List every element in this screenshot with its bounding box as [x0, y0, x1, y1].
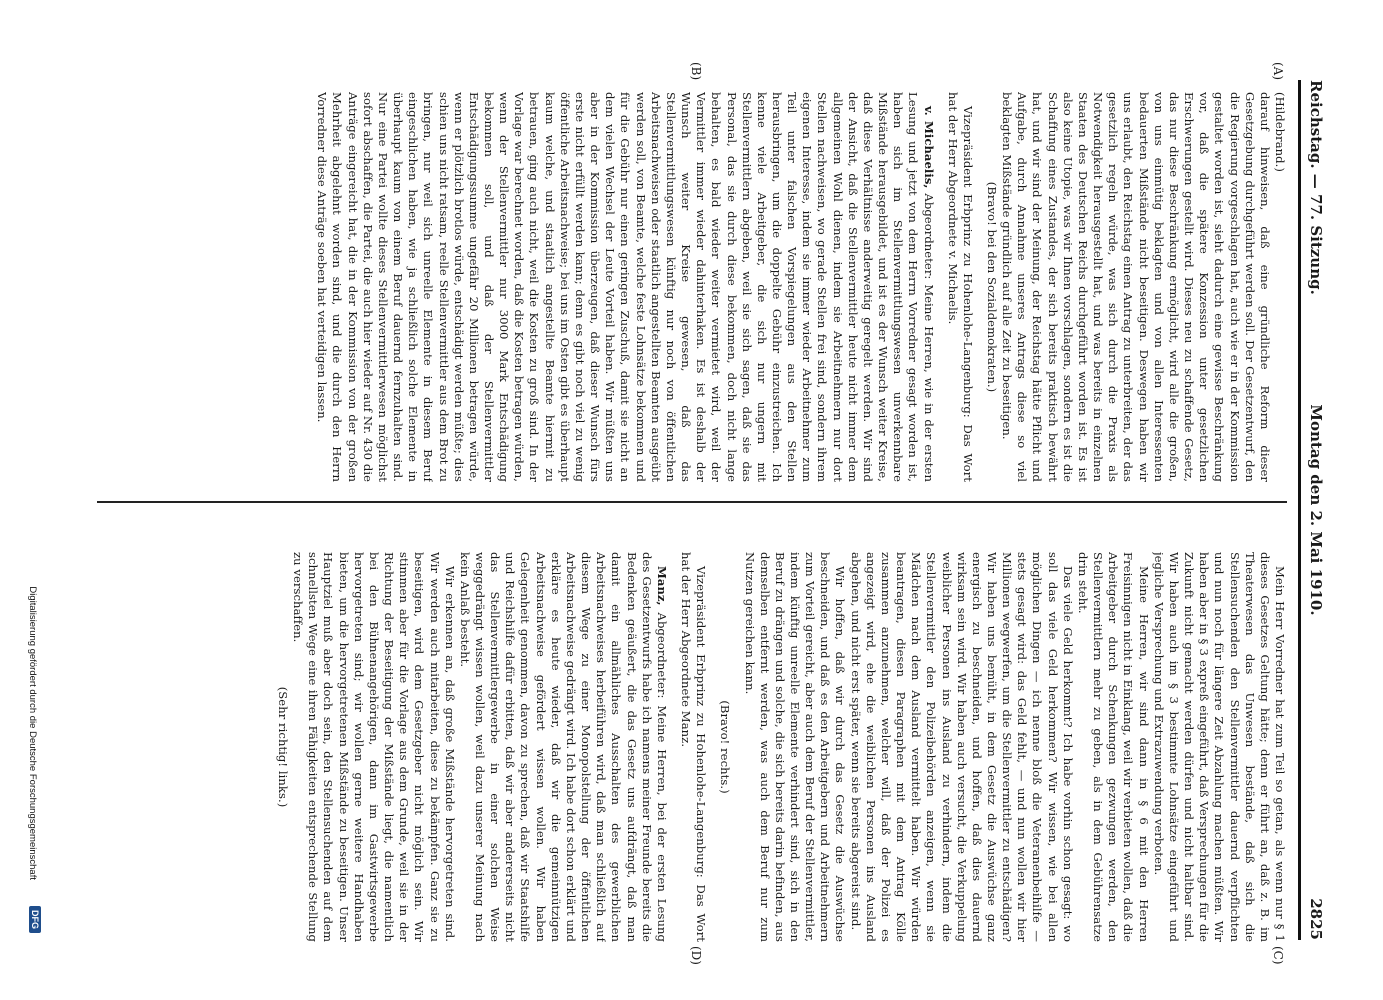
margin-mark-c: (C): [1271, 946, 1285, 965]
paragraph: darauf hinweisen, daß eine gründliche Reform dieser Gesetzgebung durchgeführt werden soll. Der Gesetzentwurf, den die Regierung vorgeschlagen hat, auch wie er in der Kommission gestaltet worden ist, sieht dadurch eine gewisse Beschränkung vor, daß die spätere Konzession unter gesetzlichen Erschwerungen gestellt wird. Dieses neu zu schaffende Gesetz, das nur diese Beschränkung ermöglicht, wird alle die großen, von uns einmütig beklagten und von allen Interessenten bedauerten Mißstände nicht beseitigen. Deswegen haben wir uns erlaubt, den Reichstag einen Antrag zu unterbreiten, der das gesetzlich regeln würde, was sich durch die Praxis als Notwendigkeit herausgestellt hat, und was bereits in einzelnen Staaten des Deutschen Reichs durchgeführt worden ist. Es ist also keine Utopie, was wir Ihnen vorschlagen, sondern es ist die Schaffung eines Zustandes, der sich bereits praktisch bewährt hat, und wir sind der Meinung, der Reichstag hätte Pflicht und Aufgabe, durch Annahme unseres Antrags diese so viel beklagten Mißstände gründlich auf alle Zeit zu beseitigen.: [1000, 92, 1272, 482]
speech-paragraph: [314, 92, 935, 482]
paragraph: Meine Herren, wir sind dann in § 6 mit den Herren Freisinnigen nicht in Einklang, weil wir verbieten wollen, daß die Arbeitgeber durch Schenkungen gezwungen werden, den Stellenvermittlern mehr zu geben, als in dem Gebührensatze drin steht.: [1075, 552, 1151, 942]
paragraph: Wir erkennen an, daß große Mißstände hervorgetreten sind. Wir werden auch mitarbeiten, diese zu bekämpfen. Ganz sie zu beseitigen, wird dem Gesetzgeber nicht möglich sein. Wir stimmen aber für die Vorlage aus dem Grunde, weil sie in der Richtung der Beseitigung der Mißstände liegt, die namentlich bei den Bühnenangehörigen, dann im Gastwirtsgewerbe hervorgetreten sind; wir wollen gerne weitere Handhaben bieten, um die hervorgetretenen Mißstände zu beseitigen. Unser Hauptziel muß aber doch sein, den Stellensuchenden auf dem schnellsten Wege eine ihren Fähigkeiten entsprechende Stellung zu verschaffen.: [291, 552, 457, 942]
page-header: [1298, 80, 1325, 940]
right-column: [97, 552, 1287, 942]
chair-announcement: Vizepräsident Erbprinz zu Hohenlohe-Langenburg: Das Wort hat der Herr Abgeordnete v. Michaelis.: [945, 92, 975, 482]
chair-announcement: Vizepräsident Erbprinz zu Hohenlohe-Langenburg: Das Wort hat der Herr Abgeordnete Manz.: [679, 552, 709, 942]
speech-text: Meine Herren, wie in der ersten Lesung und jetzt von dem Herrn Vorredner gesagt worden ist, haben sich im Stellenvermittlungswesen unverkennbare Mißstände herausgebildet, und ist es der Wunsch weiter Kreise, daß diese Verhältnisse anderweitig geregelt werden. Wir sind der Ansicht, daß die Stellenvermittler heute nicht immer dem allgemeinen Wohl dienen, indem sie Arbeitnehmern nur dort Stellen nachweisen, wo gerade Stellen frei sind, sondern ihrem eigenen Interesse, indem sie immer wieder Arbeitnehmer zum Teil unter falschen Vorspiegelungen aus den Stellen herausbringen, um die doppelte Gebühr einzustreichen. Ich kenne viele Arbeitgeber, die sich nur ungern mit Stellenvermittlern abgeben, weil sie sich sagen, daß sie das Personal, das sie durch diese bekommen, doch nicht lange behalten, es bald wieder weiter vermietet wird, weil der Vermittler immer wieder dahinterhaken. Es ist deshalb der Wunsch weiter Kreise gewesen, daß das Stellenvermittlungswesen künftig nur noch von öffentlichen Arbeitsnachweisen oder staatlich angestellten Beamten ausgeübt werden soll, von Beamte, welche feste Lohnsätze bekommen und für die Gebühr nur einen geringen Zuschuß, damit sie nicht an dem vielen Wechsel der Leute Vorteil haben. Wir müßten uns aber in der Kommission überzeugen, daß dieser Wunsch fürs erste nicht erfüllt werden kann; denn es gibt noch viel zu wenig öffentliche Arbeitsnachweise; bei uns im Osten gibt es überhaupt kaum welche, und staatlich angestellte Beamte hiermit zu betrauen, ging auch nicht, weil die Kosten zu groß sind. In der Vorlage war berechnet worden, daß die Kosten betragen würden, wenn der Stellenvermittler nur 3000 Mark Entschädigung bekommen soll, und daß der Stellenvermittler Entschädigungssumme ungefähr 20 Millionen betragen würde, wenn er plötzlich brotlos würde, entschädigt werden müßte; dies schien uns nicht ratsam, reelle Stellenvermittler aus dem Brot zu bringen, nur weil sich unreelle Elemente in diesem Beruf eingeschlichen haben, wie ja schließlich solche Elemente in überhaupt kaum von einem Beruf dauernd fernzuhalten sind. Nur eine Partei wollte dieses Stellenvermittlerwesen möglichst sofort abschaffen, die Partei, die auch hier wieder auf Nr. 430 die Anträge eingereicht hat, die in der Kommission von der großen Mehrheit abgelehnt worden sind, und die durch den Herrn Vorredner diese Anträge soeben hat verteidigen lassen.: [315, 92, 936, 482]
speaker-name: v. Michaelis,: [921, 106, 936, 189]
speech-paragraph: [457, 552, 669, 942]
left-column: [97, 92, 1287, 482]
header-session: Reichstag. — 77. Sitzung.: [1307, 80, 1325, 295]
column-divider: [97, 501, 1287, 503]
speaker-role: Abgeordneter:: [921, 193, 936, 280]
speech-text: Meine Herren, bei der ersten Lesung des Gesetzentwurfs habe ich namens meiner Freunde bereits die Bedenken geäußert, die das Gesetz uns aufdrängt, daß man damit ein allmähliches Ausschalten des gewerblichen Arbeitsnachweises herbeiführen wird, daß man schließlich auf diesem Wege zu einer Monopolstellung der öffentlichen Arbeitsnachweise gedrängt wird. Ich habe dort schon erklärt und erkläre es heute wieder, daß wir die gemeinnützigen Arbeitsnachweise gefördert wissen wollen. Wir haben Gelegenheit genommen, davon zu sprechen, daß wir Staatshilfe und Reichshilfe dafür erbitten, daß wir aber andererseits nicht das Stellenvermittlergewerbe in einer solchen Weise weggedrängt wissen wollen, weil dazu unserer Meinung nach kein Anlaß besteht.: [457, 552, 669, 942]
applause-note: (Sehr richtig! links.): [276, 686, 290, 808]
paragraph: Wir hoffen, daß wir durch das Gesetz die Auswüchse beschneiden, und daß es den Arbeitgebern und Arbeitnehmern zum Vorteil gereicht, aber auch dem Beruf der Stellenvermittler, indem künftig unreelle Elemente verhindert sind, sich in den Beruf zu drängen und solche, die sich bereits darin befinden, aus demselben entfernt werden, was auch dem Beruf nur zum Nutzen gereichen kann.: [742, 552, 848, 942]
paragraph: Mein Herr Vorredner hat zum Teil so getan, als wenn nur § 1 dieses Gesetzes Geltung hätte; denn er führt an, daß z. B. im Theaterwesen das Unwesen bestände, daß sich die Stellensuchenden den Stellenvermittler dauernd verpflichten und nun noch für längere Zeit Abzahlung machen müßten. Wir haben aber in § 3 expreß eingeführt, daß Versprechungen für die Zukunft nicht gemacht werden dürfen und nicht haltbar sind. Wir haben auch im § 3 bestimmte Lohnsätze eingeführt und jegliche Versprechung und Extrazuwendung verboten.: [1151, 552, 1287, 942]
applause-note: (Bravo! bei den Sozialdemokraten.): [985, 181, 1000, 393]
margin-mark-d: (D): [689, 946, 703, 965]
applause-note: (Bravo! rechts.): [718, 700, 733, 794]
speaker-tag: (Hildebrand.): [1273, 92, 1287, 172]
digitization-credit: Digitalisierung gefördert durch die Deutsche Forschungsgemeinschaft: [27, 586, 38, 880]
speaker-name: Manz,: [654, 566, 669, 606]
speaker-role: Abgeordneter:: [654, 612, 669, 699]
header-date: Montag den 2. Mai 1910.: [1307, 404, 1325, 616]
page-number: 2825: [1307, 898, 1325, 940]
dfg-logo: DFG: [29, 906, 41, 933]
paragraph: Das viele Geld herkommt? Ich habe vorhin schon gesagt: wo soll das viele Geld herkommen? Wir wissen, wie bei allen möglichen Dingen — ich nenne bloß die Veteranenbeihilfe — stets gesagt wird: das Geld fehlt, — und nun wollen wir hier Millionen wegwerfen, um die Stellenvermittler zu entschädigen? Wir haben uns bemüht, in dem Gesetz die Auswüchse ganz energisch zu beschneiden, und hoffen, daß dies dauernd wirksam sein wird. Wir haben auch versucht, die Verkuppelung weiblicher Personen ins Ausland zu verhindern, indem die Stellenvermittler den Polizeibehörden anzeigen, wenn sie Mädchen nach dem Ausland vermittelt haben. Wir würden beantragen, diesen Paragraphen mit dem Antrag Kölle zusammen anzunehmen, welcher will, daß der Polizei es angezeigt wird, ehe die weiblichen Personen ins Ausland abgehen, und nicht erst später, wenn sie bereits abgereist sind.: [848, 552, 1075, 942]
margin-mark-a: (A): [1271, 62, 1285, 81]
margin-mark-b: (B): [689, 62, 703, 81]
